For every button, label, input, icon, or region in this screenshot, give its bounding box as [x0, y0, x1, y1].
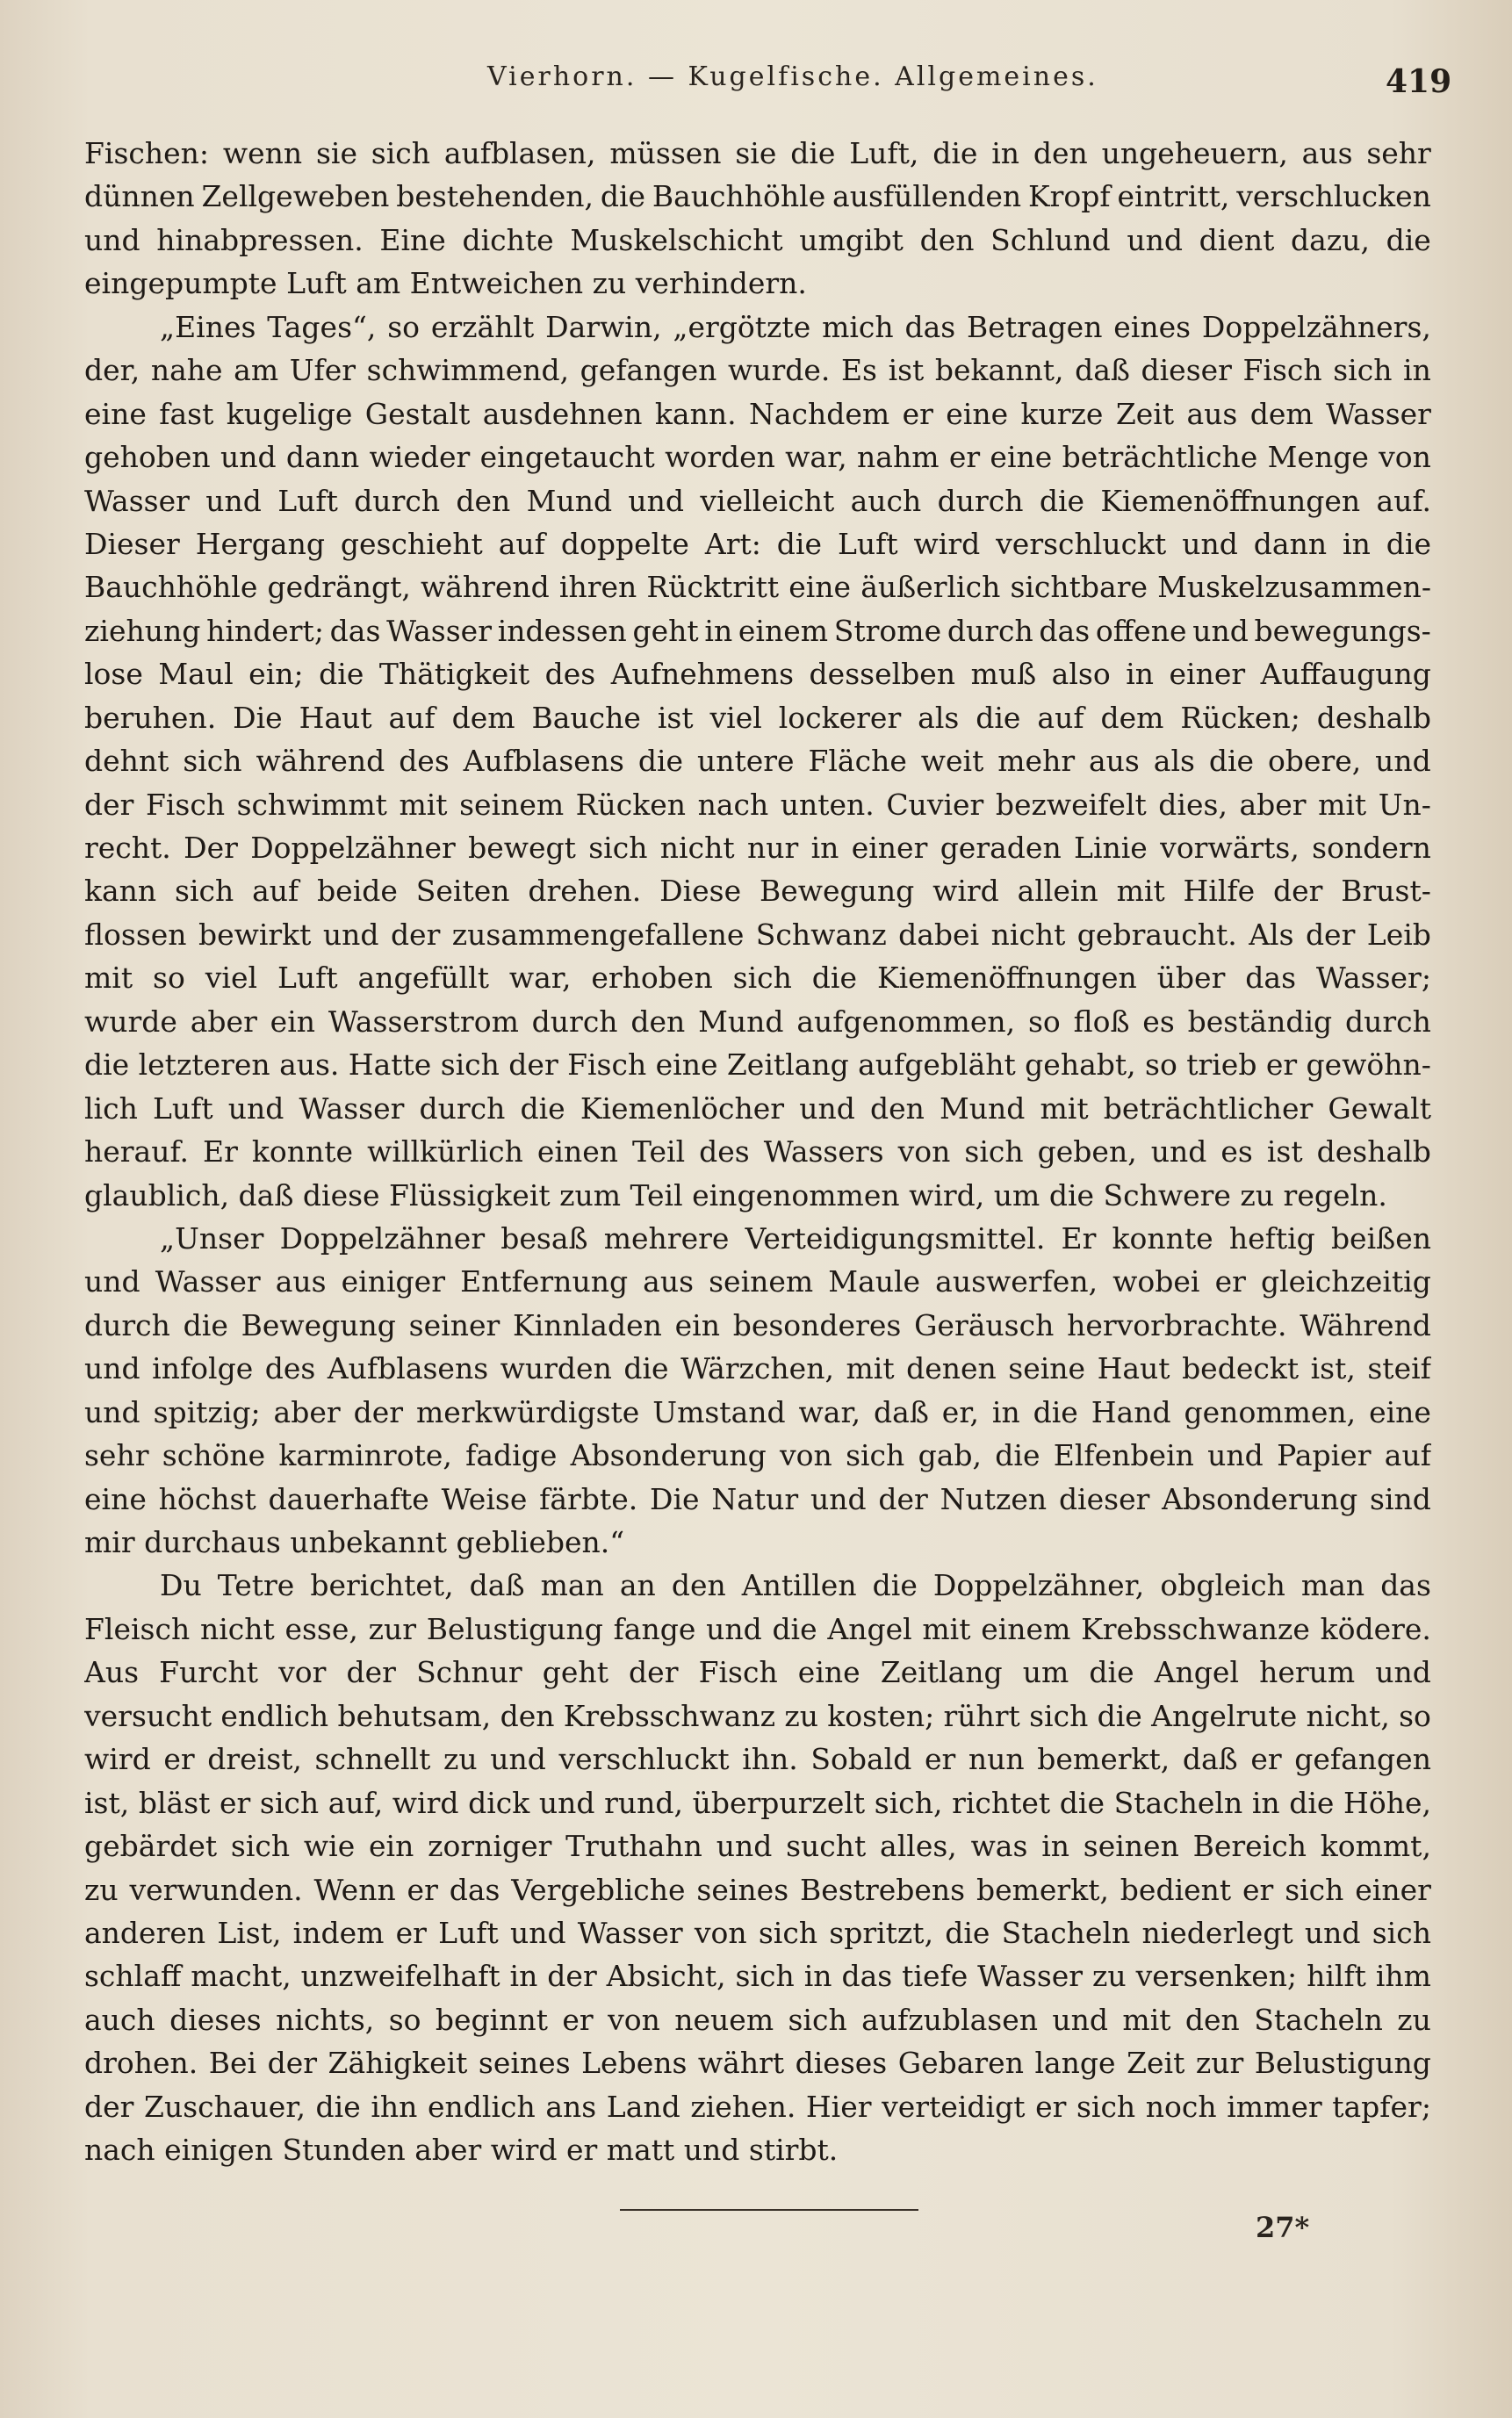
running-title: Vierhorn. — Kugelfische. Allgemeines. — [487, 61, 1098, 92]
page-number: 419 — [1386, 63, 1452, 100]
text-line: wurde aber ein Wasserstrom durch den Mund aufgenommen, so floß es beständig durch — [84, 1004, 1431, 1039]
text-line: „Unser Doppelzähner besaß mehrere Verteidigungsmittel. Er konnte heftig beißen — [160, 1220, 1431, 1256]
text-line: dünnen Zellgeweben bestehenden, die Bauchhöhle ausfüllenden Kropf eintritt, verschlucken — [84, 179, 1431, 214]
text-line: Dieser Hergang geschieht auf doppelte Art: die Luft wird verschluckt und dann in die — [84, 526, 1431, 561]
text-line: Bauchhöhle gedrängt, während ihren Rücktritt eine äußerlich sichtbare Muskelzusammen- — [84, 570, 1431, 605]
text-line: recht. Der Doppelzähner bewegt sich nicht nur in einer geraden Linie vorwärts, sondern — [84, 831, 1431, 865]
text-line: mir durchaus unbekannt geblieben.“ — [84, 1525, 625, 1559]
text-line: Wasser und Luft durch den Mund und vielleicht auch durch die Kiemenöffnungen auf. — [84, 483, 1431, 518]
text-line: und Wasser aus einiger Entfernung aus seinem Maule auswerfen, wobei er gleichzeitig — [84, 1264, 1431, 1299]
text-line: gehoben und dann wieder eingetaucht worden war, nahm er eine beträchtliche Menge von — [84, 440, 1431, 475]
text-line: eingepumpte Luft am Entweichen zu verhindern. — [84, 266, 807, 301]
text-line: versucht endlich behutsam, den Krebsschwanz zu kosten; rührt sich die Angelrute nicht, so — [84, 1698, 1431, 1733]
text-line: auch dieses nichts, so beginnt er von neuem sich aufzublasen und mit den Stacheln zu — [84, 2002, 1431, 2037]
signature-mark: 27* — [1256, 2211, 1310, 2244]
text-line: durch die Bewegung seiner Kinnladen ein besonderes Geräusch hervorbrachte. Während — [84, 1307, 1431, 1342]
text-line: lich Luft und Wasser durch die Kiemenlöcher und den Mund mit beträchtlicher Gewalt — [84, 1090, 1431, 1126]
text-line: dehnt sich während des Aufblasens die untere Fläche weit mehr aus als die obere, und — [84, 744, 1431, 779]
text-line: der Fisch schwimmt mit seinem Rücken nach unten. Cuvier bezweifelt dies, aber mit Un- — [84, 787, 1431, 822]
text-line: und infolge des Aufblasens wurden die Wärzchen, mit denen seine Haut bedeckt ist, steif — [84, 1351, 1431, 1386]
text-line: gebärdet sich wie ein zorniger Truthahn und sucht alles, was in seinen Bereich kommt, — [84, 1829, 1431, 1864]
text-line: ist, bläst er sich auf, wird dick und rund, überpurzelt sich, richtet die Stacheln in die Höhe, — [84, 1785, 1431, 1820]
text-line: „Eines Tages“, so erzählt Darwin, „ergötzte mich das Betragen eines Doppelzähners, — [160, 309, 1431, 344]
footer-rule — [620, 2209, 918, 2211]
text-line: der, nahe am Ufer schwimmend, gefangen wurde. Es ist bekannt, daß dieser Fisch sich in — [84, 353, 1431, 388]
text-line: schlaff macht, unzweifelhaft in der Absicht, sich in das tiefe Wasser zu versenken; hilft ihm — [84, 1959, 1431, 1994]
text-line: der Zuschauer, die ihn endlich ans Land ziehen. Hier verteidigt er sich noch immer tapfer; — [84, 2089, 1431, 2124]
text-line: glaublich, daß diese Flüssigkeit zum Teil eingenommen wird, um die Schwere zu regeln. — [84, 1177, 1387, 1213]
text-line: Fischen: wenn sie sich aufblasen, müssen sie die Luft, die in den ungeheuern, aus sehr — [84, 136, 1431, 170]
text-line: Aus Furcht vor der Schnur geht der Fisch eine Zeitlang um die Angel herum und — [84, 1655, 1431, 1690]
text-line: beruhen. Die Haut auf dem Bauche ist viel lockerer als die auf dem Rücken; deshalb — [84, 700, 1431, 735]
text-line: zu verwunden. Wenn er das Vergebliche seines Bestrebens bemerkt, bedient er sich einer — [84, 1872, 1431, 1907]
text-line: eine fast kugelige Gestalt ausdehnen kann. Nachdem er eine kurze Zeit aus dem Wasser — [84, 396, 1431, 431]
text-line: anderen List, indem er Luft und Wasser von sich spritzt, die Stacheln niederlegt und sich — [84, 1915, 1431, 1950]
body-text — [84, 132, 1431, 2172]
text-line: herauf. Er konnte willkürlich einen Teil des Wassers von sich geben, und es ist deshalb — [84, 1134, 1431, 1169]
text-line: Fleisch nicht esse, zur Belustigung fange und die Angel mit einem Krebsschwanze ködere. — [84, 1611, 1431, 1646]
text-line: flossen bewirkt und der zusammengefallene Schwanz dabei nicht gebraucht. Als der Leib — [84, 917, 1431, 952]
text-line: nach einigen Stunden aber wird er matt und stirbt. — [84, 2133, 839, 2168]
text-line: drohen. Bei der Zähigkeit seines Lebens währt dieses Gebaren lange Zeit zur Belustigung — [84, 2046, 1431, 2081]
text-line: sehr schöne karminrote, fadige Absonderung von sich gab, die Elfenbein und Papier auf — [84, 1438, 1431, 1473]
text-line: und spitzig; aber der merkwürdigste Umstand war, daß er, in die Hand genommen, eine — [84, 1394, 1431, 1429]
text-line: eine höchst dauerhafte Weise färbte. Die Natur und der Nutzen dieser Absonderung sind — [84, 1481, 1431, 1516]
text-line: kann sich auf beide Seiten drehen. Diese Bewegung wird allein mit Hilfe der Brust- — [84, 874, 1431, 909]
text-line: Du Tetre berichtet, daß man an den Antillen die Doppelzähner, obgleich man das — [160, 1568, 1431, 1603]
text-line: die letzteren aus. Hatte sich der Fisch eine Zeitlang aufgebläht gehabt, so trieb er gewöhn- — [84, 1047, 1431, 1083]
text-line: mit so viel Luft angefüllt war, erhoben sich die Kiemenöffnungen über das Wasser; — [84, 961, 1431, 996]
text-line: ziehung hindert; das Wasser indessen geht in einem Strome durch das offene und bewegungs- — [84, 613, 1431, 648]
text-line: wird er dreist, schnellt zu und verschluckt ihn. Sobald er nun bemerkt, daß er gefangen — [84, 1742, 1431, 1777]
text-line: und hinabpressen. Eine dichte Muskelschicht umgibt den Schlund und dient dazu, die — [84, 222, 1431, 257]
text-line: lose Maul ein; die Thätigkeit des Aufnehmens desselben muß also in einer Auffaugung — [84, 657, 1431, 692]
